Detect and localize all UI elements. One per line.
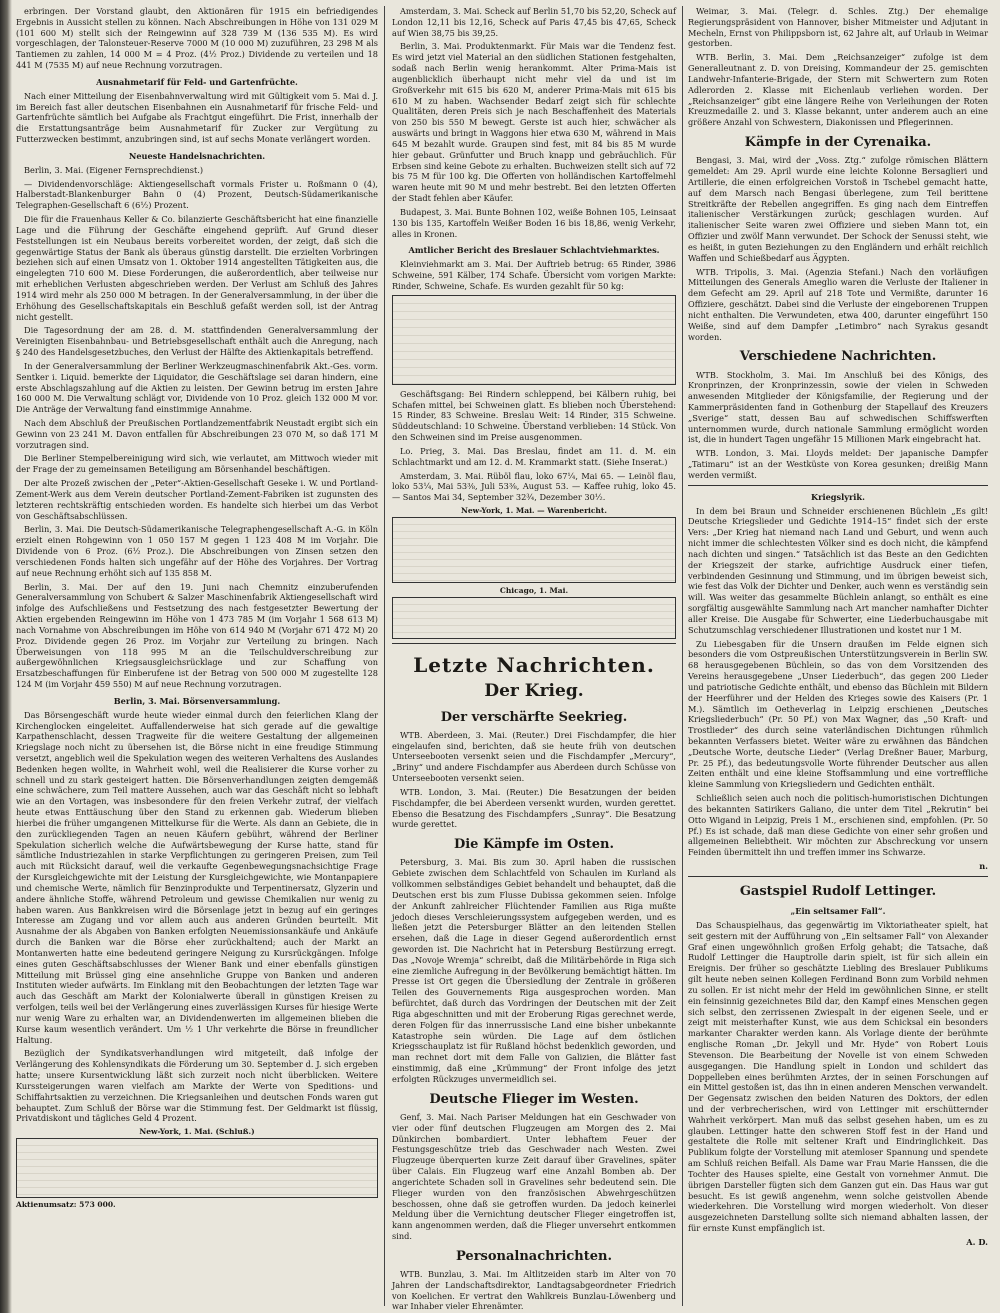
paragraph: Budapest, 3. Mai. Bunte Bohnen 102, weiße Bohnen 105, Leinsaat 130 bis 135, Kartoffeln Weißer Boden 16 bis 18,86, wenig Verkehr, alles in Kronen. bbox=[392, 206, 676, 239]
news-subtitle: Der Krieg. bbox=[484, 681, 584, 702]
signature: n. bbox=[979, 861, 988, 872]
news-section-title: Letzte Nachrichten. bbox=[413, 652, 655, 677]
section-subheading: „Ein seltsamer Fall“. bbox=[790, 906, 886, 917]
paragraph: Die Berliner Stempelbereinigung wird sich, wie verlautet, am Mittwoch wieder mit der Frage der zu gemeinsamen Beteiligung am Börsenhandel beschäftigen. bbox=[16, 453, 378, 475]
binding-gutter bbox=[0, 0, 12, 1313]
paragraph: Kleinviehmarkt am 3. Mai. Der Auftrieb betrug: 65 Rinder, 3986 Schweine, 591 Kälber, 174 Schafe. Übersicht vom vorigen Markte: Rinder, Schweine, Schafe. Es wurden gezahlt für 50 kg: bbox=[392, 259, 676, 291]
signature: A. D. bbox=[966, 1236, 988, 1247]
paragraph: Amsterdam, 3. Mai. Rüböl flau, loko 67¼, Mai 65. — Leinöl flau, loko 53¼, Mai 53⅜, Juli 53⅜, August 53. — Kaffee ruhig, loko 45. — Santos Mai 34, September 32¾, Dezember 30½. bbox=[392, 470, 676, 503]
table-caption: New-York, 1. Mai. (Schluß.) bbox=[139, 1127, 255, 1137]
paragraph: Berlin, 3. Mai. Produktenmarkt. Für Mais war die Tendenz fest. Es wird jetzt viel Material an den südlichen Stationen festgehalten, sodaß nach Berlin wenig herankommt. Alter Prima-Mais ist augenblicklich überhaupt nicht mehr viel da und ist im Großverkehr mit 615 bis 620 M, anderer Prima-Mais mit 615 bis 610 M zu haben. Wachsender Bedarf zeigt sich für schlechte Qualitäten, deren Preis sich je nach Beschaffenheit des Materials von 250 bis 550 M bewegt. Gerste ist auch hier, schwächer als auswärts und bringt in Waggons hier etwa 630 M, während in Mais 645 M bezahlt wurde. Graupen sind fest, mit 84 bis 85 M wurde hier gebaut. Grünfutter und Bruch knapp und gebräuchlich. Für Erbsen sind keine Gebote zu erhalten. Buchweizen stellt sich auf 72 bis 75 M für 100 kg. Die Offerten von holländischen Kartoffelmehl waren heute mit 90 M und mehr bestrebt. Bei den letzten Offerten der Stadt fehlen aber Käufer. bbox=[392, 41, 676, 204]
column-2 bbox=[392, 6, 676, 1312]
column-3 bbox=[688, 6, 988, 1306]
paragraph: WTB. Stockholm, 3. Mai. Im Anschluß bei des Königs, des Kronprinzen, der Kronprinzessin, sowie der vielen in Schweden anwesenden Mitglieder der Königsfamilie, der Regierung und der Kammerpräsidenten fand in Gothenburg der Stapellauf des Kreuzers „Sverige“ statt, dessen Bau auf schwedischen Schiffswerften unternommen wurde, durch nationale Sammlung ermöglicht worden ist, die in hundert Tagen ungefähr 15 Millionen Mark eingebracht hat. bbox=[688, 369, 988, 445]
section-heading: Verschiedene Nachrichten. bbox=[739, 349, 937, 365]
column-rule bbox=[682, 6, 683, 1306]
table-footnote: Aktienumsatz: 573 000. bbox=[16, 1200, 116, 1210]
paragraph: Das Börsengeschäft wurde heute wieder einmal durch den feierlichen Klang der Kirchenglocken eingeleitet. Auffallenderweise hat sich gerade auf die gewaltige Karpathenschlacht, dessen Tragweite für die weitere Gestaltung der allgemeinen Kriegslage noch nicht zu übersehen ist, die Börse nicht in eine freudige Stimmung versetzt, angeblich weil die Spekulation wegen des weiteren Verhaltens des Auslandes Bedenken hegen wollte, in Wahrheit wohl, weil die Realisierer die Kurse vorher zu schnell und zu stark gesteigert hatten. Die Börsenverhandlungen zeigten demgemäß eine schwächere, zum Teil mattere Aussehen, auch war das Geschäft nicht so lebhaft wie an den Vortagen, was insbesondere für den freien Verkehr zutraf, der vielfach heute etwas Enttäuschung über den Stand zu erkennen gab. Wiederum blieben hierbei die früher umgangenen Mittelkurse für die Werte. Als dann an Gebiete, die in den zurückliegenden Tagen an neuen Käufern gebührt, während der Berliner Spekulation sicherlich welche die Aufwärtsbewegung der Kurse hatte, stand für sämtliche Industriezahlen in starke Verpflichtungen zu geringeren Preisen, zum Teil auch mit Rücksicht darauf, weil die verkaufte Gegenbewegungsnachsichtige Frage der Kursgleichgewichte mit der Leistung der Kursgleichgewichte, wie Montanpapiere und chemische Werte, nämlich für Benzinprodukte und Terpentinersatz, Glyzerin und andere ähnliche Stoffe, während Petroleum und gewisse Chemikalien nur wenig zu haben waren. Aus Bankkreisen wird die Börsenlage jetzt in bezug auf ein geringes Interesse am Zugang und vor allem auch aus anderen Gründen beurteilt. Mit Ausnahme der als Abgaben von Banken erfolgten Neuemissionsankäufe und Ankäufe durch die Banken war die Börse eher zurückhaltend; auch der Markt an Montanwerten hatte eine bedeutend geringere Neigung zu Kursrückgängen. Infolge eines guten Geschäftsabschlusses der Wiener Bank und einer ebenfalls günstigen Mitteilung mit Brüssel ging eine ansehnliche Gruppe von Banken und anderen Instituten wieder aufwärts. Im Einklang mit den Beobachtungen der letzten Tage war auch das Geschäft am Markt der Kolonialwerte überall in günstigen Kreisen zu verfolgen, teils weil bei der Verlängerung eines zuverlässigen Kurses für hiesige Werte nur wenig Ware zu erhalten war, an Dividendenwerten im allgemeinen blieben die Kurse kaum wesentlich verändert. Um ½ 1 Uhr verkehrte die Börse in freundlicher Haltung. bbox=[16, 709, 378, 1045]
divider bbox=[392, 643, 676, 644]
paragraph: WTB. Aberdeen, 3. Mai. (Reuter.) Drei Fischdampfer, die hier eingelaufen sind, berichten, daß sie heute früh von deutschen Unterseebooten versenkt seien und die Fischdampfer „Mercury“, „Briny“ und andere Fischdampfer aus Aberdeen durch Schüsse von Unterseebooten versenkt seien. bbox=[392, 729, 676, 784]
chicago-table-placeholder bbox=[392, 597, 676, 639]
section-heading: Berlin, 3. Mai. Börsenversammlung. bbox=[113, 695, 281, 706]
paragraph: — Dividendenvorschläge: Aktiengesellschaft vormals Frister u. Roßmann 0 (4), Halberstadt-Blankenburger Bahn 0 (4) Prozent, Deutsch-Südamerikanische Telegraphen-Gesellschaft 6 (6½) Prozent. bbox=[16, 178, 378, 211]
section-heading: Ausnahmetarif für Feld- und Gartenfrüchte. bbox=[96, 76, 298, 87]
section-heading: Neueste Handelsnachrichten. bbox=[128, 150, 266, 161]
table-caption: Chicago, 1. Mai. bbox=[499, 585, 569, 595]
ny-stock-table-placeholder bbox=[16, 1138, 378, 1198]
ny-commodity-table-placeholder bbox=[392, 517, 676, 583]
table-caption: New-York, 1. Mai. — Warenbericht. bbox=[461, 505, 607, 515]
section-heading: Amtlicher Bericht des Breslauer Schlachtviehmarktes. bbox=[408, 245, 660, 256]
paragraph: Berlin, 3. Mai. (Eigener Fernsprechdienst.) bbox=[24, 164, 204, 175]
paragraph: Weimar, 3. Mai. (Telegr. d. Schles. Ztg.) Der ehemalige Regierungspräsident von Hannover, bisher Mitmeister und Adjutant in Mecheln, Ernst von Philippsborn ist, 62 Jahre alt, auf Urlaub in Weimar gestorben. bbox=[688, 6, 988, 49]
column-rule bbox=[384, 6, 385, 1306]
paragraph: Berlin, 3. Mai. Die Deutsch-Südamerikanische Telegraphengesellschaft A.-G. in Köln erzielt einen Rohgewinn von 1 050 157 M gegen 1 123 408 M im Vorjahr. Die Dividende von 6 Proz. (6½ Proz.). Die Abschreibungen von Zinsen setzen den verschiedenen Fonds halten sich ungefähr auf der Höhe des Vorjahres. Der Vortrag auf neue Rechnung erhöht sich auf 135 858 M. bbox=[16, 524, 378, 578]
paragraph: Das Schauspielhaus, das gegenwärtig im Viktoriatheater spielt, hat seit gestern mit der Aufführung von „Ein seltsamer Fall“ von Alexander Graf einen ungewöhnlich großen Erfolg gehabt; die Tatsache, daß Rudolf Lettinger die Hauptrolle darin spielt, ist für sich allein ein Ereignis. Der früher so geschätzte Liebling des Breslauer Publikums gilt heute neben seinen Kollegen Ferdinand Bonn zum Vorbild nehmen zu sollen. Er ist nicht mehr der Held im gewöhnlichen Sinne, er stellt ein feinsinnig gezeichnetes Bild dar, den Kampf eines Menschen gegen sich selbst, den zerrissenen Zwiespalt in der eigenen Seele, und er zeigt mit meisterhafter Kunst, wie aus dem Schicksal ein besonders markanter Charakter werden kann. Als Vorlage diente der berühmte englische Roman „Dr. Jekyll und Mr. Hyde“ von Robert Louis Stevenson. Die Bearbeitung der Novelle ist von einem Schweden ausgegangen. Die Handlung spielt in London und schildert das Doppelleben eines berühmten Arztes, der in seinen Forschungen auf ein Mittel gestoßen ist, das ihn in einen anderen Menschen verwandelt. Der Gegensatz zwischen den beiden Naturen des Doktors, der edlen und der verbrecherischen, wird von Lettinger mit erschütternder Wahrheit verkörpert. Man muß das selbst gesehen haben, um es zu glauben. Lettinger hatte den schweren Stoff fest in der Hand und gestaltete die Rolle mit seltener Kraft und Eindringlichkeit. Das Publikum folgte der Vorstellung mit atemloser Spannung und spendete am Schluß reichen Beifall. Als Dame war Frau Marie Hanssen, die die Tochter des Hauses spielte, eine Gestalt von vornehmer Anmut. Die übrigen Darsteller fügten sich dem Ganzen gut ein. Das Haus war gut besucht. Es ist gewiß angenehm, wenn solche geistvollen Abende wiederkehren. Die Vorstellung wird morgen wiederholt. Von dieser ausgezeichneten Darstellung sollte sich niemand abhalten lassen, der für ernste Kunst empfänglich ist. bbox=[688, 919, 988, 1234]
section-heading: Die Kämpfe im Osten. bbox=[453, 837, 615, 853]
paragraph: Schließlich seien auch noch die politisch-humoristischen Dichtungen des bekannten Satirikers Galiano, die unter dem Titel „Rekrutin“ bei Otto Wigand in Leipzig, Preis 1 M., erschienen sind, empfohlen. (Pr. 50 Pf.) Es ist schade, daß man diese Gedichte von einer sehr großen und allgemeinen Beliebtheit. Wir möchten zur Abschreckung vor unsern Feinden übermittelt ihn und treffen immer ins Schwarze. bbox=[688, 793, 988, 858]
section-heading: Gastspiel Rudolf Lettinger. bbox=[739, 883, 937, 899]
paragraph: erbringen. Der Vorstand glaubt, den Aktionären für 1915 ein befriedigendes Ergebnis in Aussicht stellen zu können. Nach Abschreibungen in Höhe von 131 029 M (101 600 M) stellt sich der Reingewinn auf 328 739 M (136 535 M). Es wird vorgeschlagen, der Talonsteuer-Reserve 7000 M (10 000 M) zuzuführen, 23 298 M als Tantiemen zu zahlen, 14 000 M = 4 Proz. (4½ Proz.) Dividende zu verteilen und 18 441 M (7535 M) auf neue Rechnung vorzutragen. bbox=[16, 6, 378, 71]
paragraph: Nach dem Abschluß der Preußischen Portlandzementfabrik Neustadt ergibt sich ein Gewinn von 23 241 M. Davon entfallen für Abschreibungen 23 070 M, so daß 171 M vorzutragen sind. bbox=[16, 417, 378, 450]
paragraph: WTB. Berlin, 3. Mai. Dem „Reichsanzeiger“ zufolge ist dem Generalleutnant z. D. von Dreising, Kommandeur der 25. gemischten Landwehr-Infanterie-Brigade, der Stern mit Schwertern zum Roten Adlerorden 2. Klasse mit Eichenlaub verliehen worden. Der „Reichsanzeiger“ gibt eine längere Reihe von Verleihungen der Roten Kreuzmedaille 2. und 3. Klasse bekannt, unter anderem auch an eine größere Anzahl von Schwestern, Diakonissen und Pflegerinnen. bbox=[688, 52, 988, 128]
paragraph: Der alte Prozeß zwischen der „Peter“-Aktien-Gesellschaft Geseke i. W. und Portland-Zement-Werk aus dem Verein deutscher Portland-Zement-Fabriken ist zugunsten des letzteren rechtskräftig entschieden worden. Es handelte sich hierbei um das Verbot von Geschäftsabschlüssen. bbox=[16, 478, 378, 521]
paragraph: Die für die Frauenhaus Keller & Co. bilanzierte Geschäftsbericht hat eine finanzielle Lage und die Führung der Geschäfte eingehend geprüft. Auf Grund dieser Feststellungen ist ein Neubaus bereits vorbereitet worden, der zeigt, daß sich die gegenwärtige Status der Bank als überaus günstig darstellt. Die erzielten Vorbringen beziehen sich auf einen Umsatz von 1. Oktober 1914 angestellten Tätigkeiten aus, die eingelegten 710 600 M. Diese Forderungen, die außerordentlich, aber teilweise nur mit erheblichen Verlusten abgeschrieben werden. Der Verlust am Schluß des Jahres 1914 wird mehr als 250 000 M betragen. In der Generalversammlung, in der über die Erhöhung des Gesellschaftskapitals ein Beschluß gefaßt werden soll, ist der Antrag nicht gestellt. bbox=[16, 214, 378, 322]
paragraph: WTB. Tripolis, 3. Mai. (Agenzia Stefani.) Nach den vorläufigen Mitteilungen des Generals Ameglio waren die Verluste der Italiener in dem Gefecht am 29. April auf 218 Tote und Vermißte, darunter 16 Offiziere, geschätzt. Dabei sind die Verluste der eingeborenen Truppen nicht enthalten. Die Verwundeten, etwa 400, darunter eingeführt 150 Weiße, sind auf dem Dampfer „Letimbro“ nach Syrakus gesandt worden. bbox=[688, 266, 988, 342]
paragraph: Genf, 3. Mai. Nach Pariser Meldungen hat ein Geschwader von vier oder fünf deutschen Flugzeugen am Morgen des 2. Mai Dünkirchen bombardiert. Unter lebhaftem Feuer der Festungsgeschütze trieb das Geschwader nach Westen. Zwei Flugzeuge überquerten kurze Zeit darauf über Gravelines, später über Calais. Ein Flugzeug warf eine Anzahl Bomben ab. Der angerichtete Schaden soll in Gravelines sehr bedeutend sein. Die Flieger wurden von den französischen Abwehrgeschützen beschossen, ohne daß sie getroffen wurden. Da jedoch keinerlei Meldung über die Vernichtung deutscher Flieger eingetroffen ist, kann angenommen werden, daß die Flieger unversehrt entkommen sind. bbox=[392, 1111, 676, 1242]
paragraph: In der Generalversammlung der Berliner Werkzeugmaschinenfabrik Akt.-Ges. vorm. Sentker i. Liquid. bemerkte der Liquidator, die Geschäftslage sei daran hindern, eine erste Abschlagszahlung auf die Aktien zu leisten. Der Gewinn betrug im ersten Jahre 160 000 M. Die Verwaltung schlägt vor, Dividende von 10 Proz. gleich 132 000 M vor. Die Anträge der Verwaltung fand einstimmige Annahme. bbox=[16, 360, 378, 415]
paragraph: Bezüglich der Syndikatsverhandlungen wird mitgeteilt, daß infolge der Verlängerung des Kohlensyndikats die Förderung um 30. September d. J. sich ergeben hatte; unsere Kursentwicklung läßt sich zurzeit noch nicht überblicken. Weitere Kurssteigerungen waren vielfach am Markte der Werte von Speditions- und Schiffahrtsaktien zu verzeichnen. Die Kriegsanleihen und deutschen Fonds waren gut behauptet. Zum Schluß der Börse war die Stimmung fest. Der Geldmarkt ist flüssig, Privatdiskont und tägliches Geld 4 Prozent. bbox=[16, 1048, 378, 1124]
paragraph: Nach einer Mitteilung der Eisenbahnverwaltung wird mit Gültigkeit vom 5. Mai d. J. im Bereich fast aller deutschen Eisenbahnen ein Ausnahmetarif für frische Feld- und Gartenfrüchte sämtlich bei Aufgabe als Frachtgut eingeführt. Die Frist, innerhalb der die Erstattungsanträge beim Ausnahmetarif für Zucker zur Vergütung zu Futterzwecken bestimmt, anzubringen sind, ist auf sechs Monate verlängert worden. bbox=[16, 90, 378, 145]
paragraph: Geschäftsgang: Bei Rindern schleppend, bei Kälbern ruhig, bei Schafen mittel, bei Schweinen glatt. Es blieben noch Überstehend: 15 Rinder, 83 Schweine. Breslau Weit: 14 Rinder, 315 Schweine. Süddeutschland: 10 Schweine. Überstand verblieben: 14 Stück. Von den Schweinen sind im Preise ausgenommen. bbox=[392, 388, 676, 443]
paragraph: WTB. Bunzlau, 3. Mai. Im Altlitzeiden starb im Alter von 70 Jahren der Landschaftsdirektor, Landtagsabgeordneter Friedrich von Koelichen. Er vertrat den Wahlkreis Bunzlau-Löwenberg und war Inhaber vieler Ehrenämter. bbox=[392, 1269, 676, 1312]
paragraph: WTB. London, 3. Mai. Lloyds meldet: Der japanische Dampfer „Tatimaru“ ist an der Westküste von Korea gesunken; dreißig Mann werden vermißt. bbox=[688, 448, 988, 480]
column-1 bbox=[16, 6, 378, 1306]
paragraph: Die Tagesordnung der am 28. d. M. stattfindenden Generalversammlung der Vereinigten Eisenbahnbau- und Betriebsgesellschaft enthält auch die Anregung, nach § 240 des Handelsgesetzbuches, den Verlust der Hälfte des Aktienkapitals betreffend. bbox=[16, 325, 378, 358]
section-heading: Personalnachrichten. bbox=[456, 1248, 612, 1264]
section-heading: Der verschärfte Seekrieg. bbox=[440, 709, 628, 725]
paragraph: Petersburg, 3. Mai. Bis zum 30. April haben die russischen Gebiete zwischen dem Schlachtfeld von Schaulen im Kurland als vollkommen selbständiges Gebiet behandelt und behauptet, daß die Deutschen erst bis zum Flusse Dubissa gekommen seien. Infolge der Ankunft zahlreicher Flüchtender Familien aus Riga mußte jedoch dieses Verschleierungssystem aufgegeben werden, und es ließen jetzt die Petersburger Blätter an den leitenden Stellen ersehen, daß die Lage in dieser Gegend außerordentlich ernst geworden ist. Die Nachricht hat in Petersburg Bestürzung erregt. Das „Novoje Wremja“ schreibt, daß die Militärbehörde in Riga sich eine ziemliche Aufregung in der Bevölkerung bemächtigt hätten. Im Presse ist Ort gegen die Übersiedlung der Zentrale in größeren Teilen des Gouvernements Riga ausgesprochen worden. Man befürchtet, daß durch das Vordringen der Deutschen mit der Zeit Riga abgeschnitten und mit der Eroberung Rigas gerechnet werde, deren Folgen für das innerrussische Land eine bisher unbekannte Katastrophe sein würden. Die Lage auf dem östlichen Kriegsschauplatz ist für Rußland höchst bedenklich geworden, und man rechnet dort mit dem Falle von Galizien, die Blätter fast einstimmig, daß eine „Krümmung“ der Front infolge des jetzt erfolgten Rückzuges unvermeidlich sei. bbox=[392, 857, 676, 1084]
divider bbox=[688, 876, 988, 877]
section-heading: Kämpfe in der Cyrenaika. bbox=[744, 135, 932, 151]
section-heading: Kriegslyrik. bbox=[811, 491, 865, 502]
section-heading: Deutsche Flieger im Westen. bbox=[429, 1091, 639, 1107]
paragraph: In dem bei Braun und Schneider erschienenen Büchlein „Es gilt! Deutsche Kriegslieder und Gedichte 1914–15“ findet sich der erste Vers: „Der Krieg hat niemand nach Land und Geburt, und wenn auch nicht immer die schlechtesten Völker sind es doch nicht, die kämpfend nach dichten und singen.“ Tatsächlich ist das Beste an den Gedichten der Kriegszeit der starke, aufrichtige Ausdruck einer tiefen, verbindenden Gesinnung und Stimmung, und im übrigen beweist sich, wie fest das Volk der Dichter und Denker, auch wenn es verständig sein will. Was weiter das gesammelte Büchlein anlangt, so enthält es eine sorgfältig ausgewählte Sammlung nach Art mancher namhafter Dichter aller Kreise. Die Ausgabe für Schwerter, eine Liederbuchausgabe mit Schutzumschlag verschiedener Illustrationen und kostet nur 1 M. bbox=[688, 505, 988, 635]
paragraph: Bengasi, 3. Mai, wird der „Voss. Ztg.“ zufolge römischen Blättern gemeldet: Am 29. April wurde eine leichte Kolonne Bersaglieri und Artillerie, die einen erfolgreichen Vorstoß in Tschebel gemacht hatte, auf dem Marsch nach Bengasi überlegene, zum Teil berittene Streitkräfte der Rebellen angegriffen. Es ging nach dem Eintreffen italienischer Verstärkungen zurück; geschlagen wurden. Auf italienischer Seite waren zwei Offiziere und sieben Mann tot, ein Offizier und zwölf Mann verwundet. Der Schock der Senussi steht, wie es heißt, in guten Beziehungen zu den Engländern und erhält reichlich Waffen und Schießbedarf aus Ägypten. bbox=[688, 155, 988, 263]
divider bbox=[688, 485, 988, 486]
paragraph: WTB. London, 3. Mai. (Reuter.) Die Besatzungen der beiden Fischdampfer, die bei Aberdeen versenkt wurden, wurden gerettet. Ebenso die Besatzung des Fischdampfers „Sunray“. Die Besatzung wurde gerettet. bbox=[392, 786, 676, 830]
paragraph: Zu Liebesgaben für die Unsern draußen im Felde eignen sich besonders die vom Ostpreußischen Unterstützungsverein in Berlin SW. 68 herausgegebenen Büchlein, so das von dem Vorsitzenden des Vereins herausgegebene „Unser Liederbuch“, das gegen 200 Lieder und patriotische Gedichte enthält, und ebenso das Büchlein mit Bildern der Heerführer und der Helden des Krieges sowie des Kaisers (Pr. 1 M.). Sämtlich im Oetheverlag in Leipzig erschienen „Deutsches Kriegsliederbuch“ (Pr. 50 Pf.) von Max Wagner, das „50 Kraft- und Trostlieder“ des durch seine vaterländischen Dichtungen rühmlich bekannten Verfassers bietet. Weiter wäre zu erwähnen das Bändchen „Deutsche Worte, deutsche Lieder“ (Verlag Dreßner Bauer, Marburg, Pr. 25 Pf.), das bedeutungsvolle Worte führender Deutscher aus allen Zeiten enthält und eine kleine Stoffsammlung und eine vortreffliche kleine Sammlung von Kriegsliedern und Gedichten enthält. bbox=[688, 638, 988, 790]
paragraph: Lo. Prieg, 3. Mai. Das Breslau, findet am 11. d. M. ein Schlachtmarkt und am 12. d. M. Krammarkt statt. (Siehe Inserat.) bbox=[392, 445, 676, 467]
paragraph: Amsterdam, 3. Mai. Scheck auf Berlin 51,70 bis 52,20, Scheck auf London 12,11 bis 12,16, Scheck auf Paris 47,45 bis 47,65, Scheck auf Wien 38,75 bis 39,25. bbox=[392, 6, 676, 38]
paragraph: Berlin, 3. Mai. Der auf den 19. Juni nach Chemnitz einzuberufenden Generalversammlung von Schubert & Salzer Maschinenfabrik Aktiengesellschaft wird infolge des Aufschließens und Festsetzung des nach festgesetzter Bewertung der Aktien ergebenden Reingewinn im Höhe von 1 473 785 M (im Vorjahr 1 568 613 M) nach Vornahme von Abschreibungen im Höhe von 614 940 M (Vorjahr 671 472 M) 20 Proz. Dividende gegen 26 Proz. im Vorjahr zur Verteilung zu bringen. Nach Überweisungen von 118 995 M an die Teilschuldverschreibung zur außergewöhnlichen Kriegsausgleichsrücklage und zur Schaffung von Ersatzbeschaffungen für Einberufene ist der Betrag von 500 000 M zugestellte 128 124 M (im Vorjahr 459 550) M auf neue Rechnung vorzutragen. bbox=[16, 581, 378, 690]
cattle-price-table-placeholder bbox=[392, 295, 676, 385]
